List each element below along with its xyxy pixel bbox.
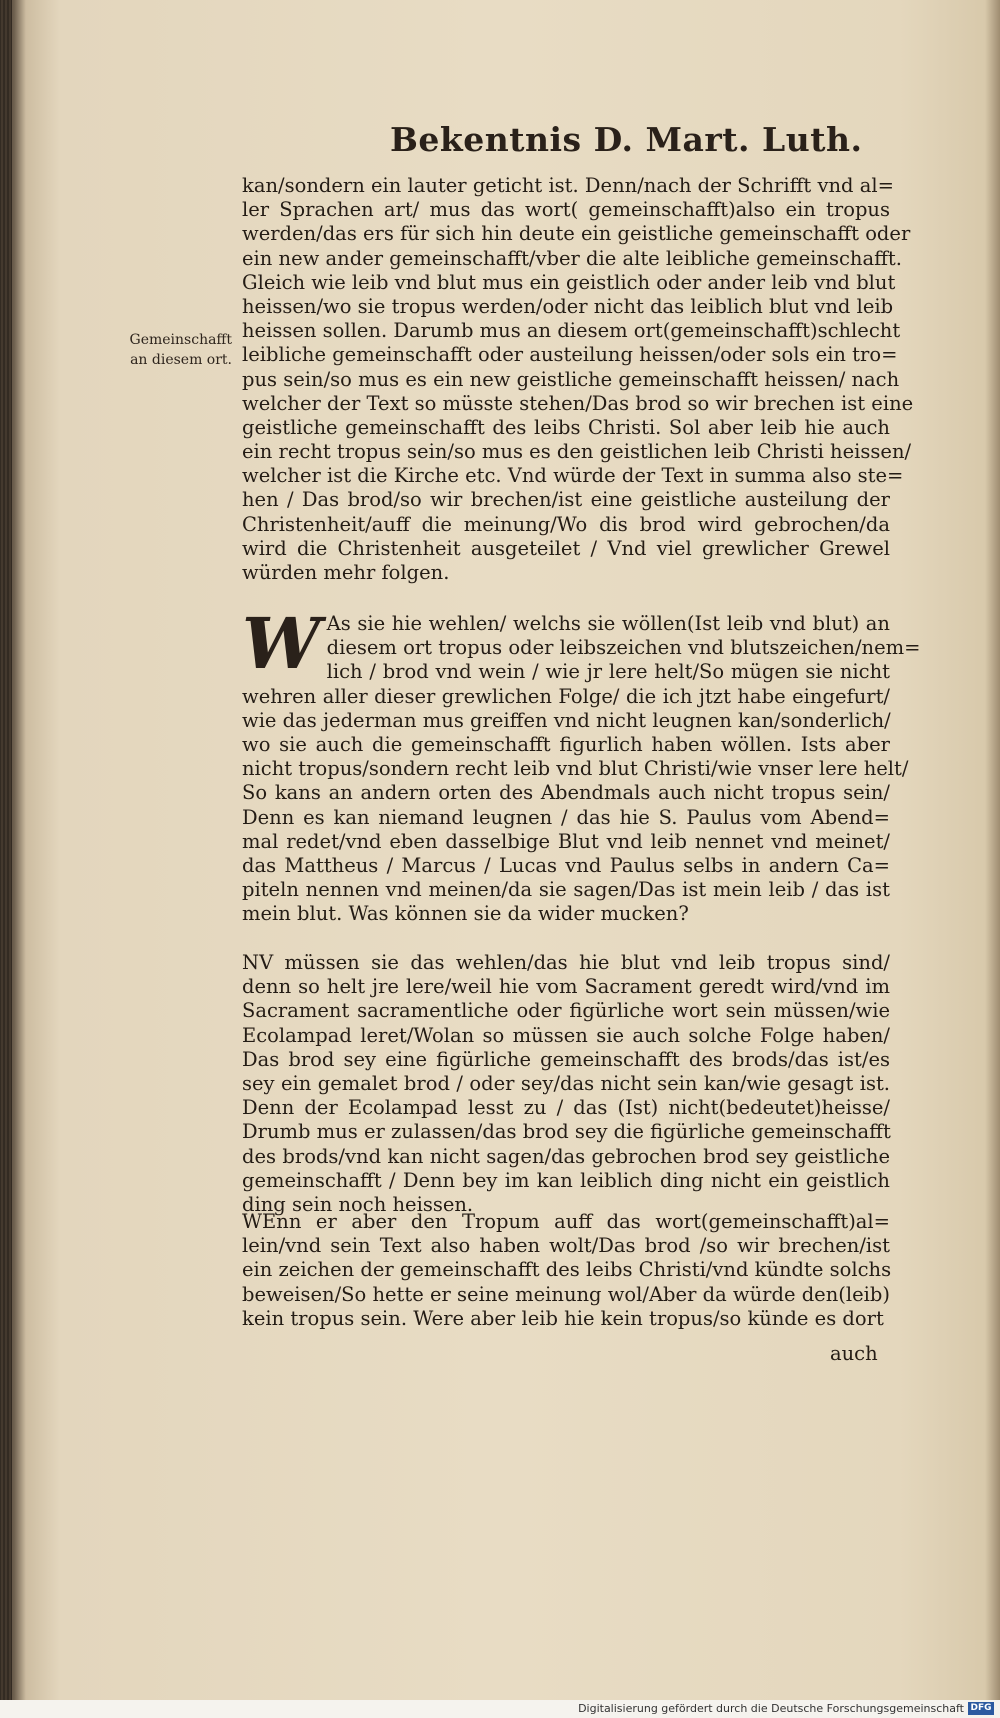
text-line: heissen/wo sie tropus werden/oder nicht das leiblich blut vnd leib [242, 294, 894, 318]
text-line: welcher ist die Kirche etc. Vnd würde der Text in summa also ste= [242, 464, 904, 488]
text-line: würden mehr folgen. [242, 561, 450, 584]
marginal-note-line: Gemeinschafft [129, 332, 232, 348]
paragraph-3 [242, 951, 890, 1217]
text-line: sey ein gemalet brod / oder sey/das nicht sein kan/wie gesagt ist. [242, 1071, 890, 1095]
text-line: denn so helt jre lere/weil hie vom Sacrament geredt wird/vnd im [242, 975, 890, 999]
text-line: So kans an andern orten des Abendmals auch nicht tropus sein/ [242, 781, 890, 805]
text-line: NV müssen sie das wehlen/das hie blut vnd leib tropus sind/ [242, 951, 890, 974]
text-line: mein blut. Was können sie da wider mucken? [242, 902, 689, 926]
text-line: ler Sprachen art/ mus das wort( gemeinschafft)also ein tropus [242, 198, 890, 222]
text-line: welcher der Text so müsste stehen/Das brod so wir brechen ist eine [242, 391, 914, 415]
dfg-logo: DFG [968, 1702, 994, 1715]
text-line: Ecolampad leret/Wolan so müssen sie auch solche Folge haben/ [242, 1023, 890, 1047]
text-line: das Mattheus / Marcus / Lucas vnd Paulus selbs in andern Ca= [242, 853, 890, 877]
text-line: Sacrament sacramentliche oder figürliche wort sein müssen/wie [242, 999, 890, 1023]
text-line: leibliche gemeinschafft oder austeilung heissen/oder sols ein tro= [242, 343, 898, 367]
text-line: werden/das ers für sich hin deute ein geistliche gemeinschafft oder [242, 222, 911, 246]
paragraph-4 [242, 1210, 890, 1331]
book-spine-edge [0, 0, 12, 1700]
funding-credit: Digitalisierung gefördert durch die Deutsche Forschungsgemeinschaft [578, 1702, 964, 1715]
text-line: wird die Christenheit ausgeteilet / Vnd viel grewlicher Grewel [242, 536, 890, 560]
text-line: WEnn er aber den Tropum auff das wort(gemeinschafft)al= [242, 1210, 890, 1233]
text-line: lein/vnd sein Text also haben wolt/Das brod /so wir brechen/ist [242, 1234, 890, 1258]
text-line: ding sein noch heissen. [242, 1192, 474, 1216]
text-line: geistliche gemeinschafft des leibs Christi. Sol aber leib hie auch [242, 415, 890, 439]
running-title: Bekentnis D. Mart. Luth. [390, 120, 863, 159]
decorated-initial: W [242, 602, 321, 685]
text-line: des brods/vnd kan nicht sagen/das gebrochen brod sey geistliche [242, 1144, 890, 1168]
text-line: kan/sondern ein lauter geticht ist. Denn/nach der Schrifft vnd al= [242, 174, 894, 197]
text-line: Gleich wie leib vnd blut mus ein geistlich oder ander leib vnd blut [242, 270, 896, 294]
text-line: diesem ort tropus oder leibszeichen vnd blutszeichen/nem= [326, 636, 921, 660]
text-line: ein new ander gemeinschafft/vber die alte leibliche gemeinschafft. [242, 246, 902, 270]
text-line: pus sein/so mus es ein new geistliche gemeinschafft heissen/ nach [242, 367, 900, 391]
text-line: ein zeichen der gemeinschafft des leibs Christi/vnd kündte solchs [242, 1258, 892, 1282]
text-line: wehren aller dieser grewlichen Folge/ die ich jtzt habe eingefurt/ [242, 684, 890, 708]
marginal-note-line: an diesem ort. [130, 352, 232, 368]
marginal-note [82, 330, 232, 370]
text-line: As sie hie wehlen/ welchs sie wöllen(Ist leib vnd blut) an [326, 612, 890, 635]
text-line: mal redet/vnd eben dasselbige Blut vnd leib nennet vnd meinet/ [242, 829, 890, 853]
text-line: gemeinschafft / Denn bey im kan leiblich ding nicht ein geistlich [242, 1168, 890, 1192]
text-line: Das brod sey eine figürliche gemeinschafft des brods/das ist/es [242, 1047, 890, 1071]
text-line: wo sie auch die gemeinschafft figurlich haben wöllen. Ists aber [242, 732, 890, 756]
text-line: beweisen/So hette er seine meinung wol/Aber da würde den(leib) [242, 1282, 890, 1306]
text-line: ein recht tropus sein/so mus es den geistlichen leib Christi heissen/ [242, 440, 912, 464]
text-line: wie das jederman mus greiffen vnd nicht leugnen kan/sonderlich/ [242, 708, 891, 732]
text-line: Christenheit/auff die meinung/Wo dis brod wird gebrochen/da [242, 512, 890, 536]
text-line: kein tropus sein. Were aber leib hie kein tropus/so künde es dort [242, 1306, 884, 1330]
text-line: Denn es kan niemand leugnen / das hie S. Paulus vom Abend= [242, 805, 890, 829]
text-line: heissen sollen. Darumb mus an diesem ort(gemeinschafft)schlecht [242, 319, 901, 343]
paragraph-2 [242, 602, 921, 926]
text-line: lich / brod vnd wein / wie jr lere helt/So mügen sie nicht [326, 660, 890, 684]
text-line: Drumb mus er zulassen/das brod sey die figürliche gemeinschafft [242, 1120, 891, 1144]
paragraph-1 [242, 174, 914, 585]
catchword: auch [830, 1342, 878, 1365]
text-line: Denn der Ecolampad lesst zu / das (Ist) nicht(bedeutet)heisse/ [242, 1096, 890, 1120]
text-line: piteln nennen vnd meinen/da sie sagen/Das ist mein leib / das ist [242, 878, 890, 902]
text-line: nicht tropus/sondern recht leib vnd blut Christi/wie vnser lere helt/ [242, 757, 909, 781]
text-line: hen / Das brod/so wir brechen/ist eine geistliche austeilung der [242, 488, 890, 512]
